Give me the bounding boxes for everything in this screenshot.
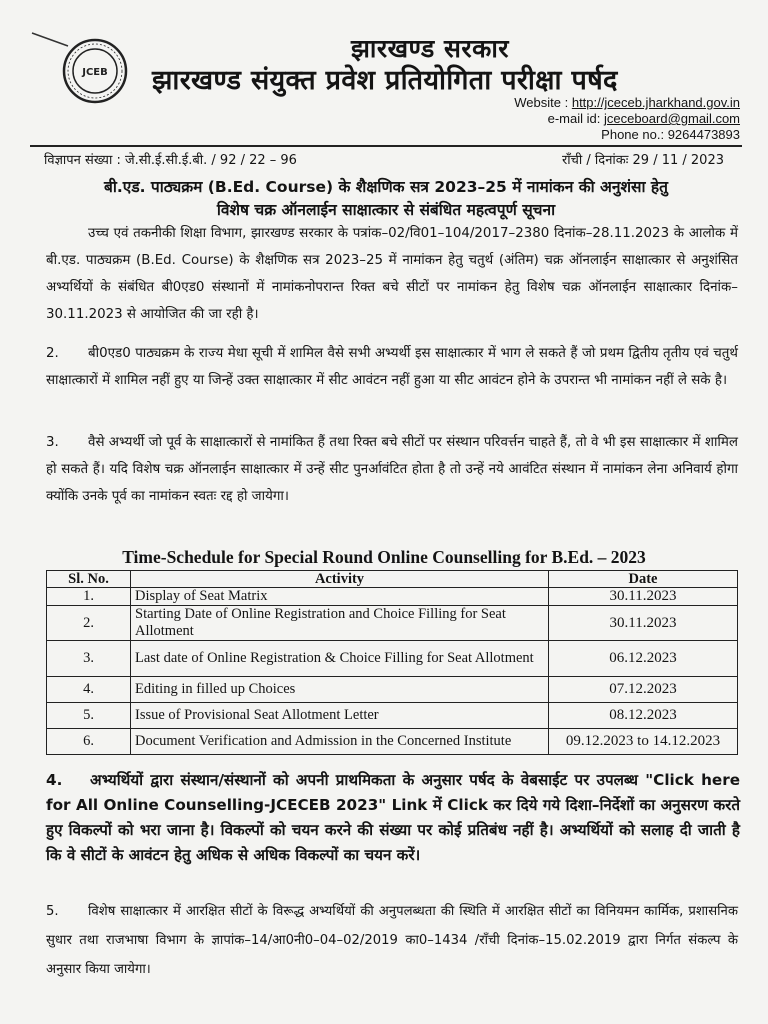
website-label: Website : [514, 95, 569, 110]
notice-date: राँची / दिनांकः 29 / 11 / 2023 [561, 153, 724, 168]
letterhead [150, 34, 750, 98]
phone-number: 9264473893 [667, 127, 740, 142]
paragraph-text: अभ्यर्थियों द्वारा संस्थान/संस्थानों को अपनी प्राथमिकता के अनुसार पर्षद के वेबसाईट पर उपलब्ध "Click here for All Online Counselling-JCECEB 2023" Link में Click कर दिये गये दिशा–निर्देशों का अनुसरण करते हुए विकल्पों को भरा जाना है। विकल्पों को चयन करने की संख्या पर कोई प्रतिबंध नहीं है। अभ्यर्थियों को सलाह दी जाती है कि वे सीटों के आवंटन हेतु अधिक से अधिक विकल्पों का चयन करें। [46, 771, 740, 864]
paragraph-number: 5. [46, 904, 59, 919]
cell-sl-no: 1. [47, 588, 131, 606]
cell-date: 06.12.2023 [549, 641, 738, 677]
cell-activity: Document Verification and Admission in the Concerned Institute [131, 729, 549, 755]
paragraph-5 [46, 897, 738, 984]
reference-line [44, 150, 724, 168]
paragraph-4 [46, 768, 740, 868]
board-name: झारखण्ड संयुक्त प्रवेश प्रतियोगिता परीक्षा पर्षद [152, 65, 618, 96]
cell-date: 09.12.2023 to 14.12.2023 [549, 729, 738, 755]
phone-label: Phone no.: [601, 127, 665, 142]
paragraph-number: 3. [46, 435, 59, 450]
cell-date: 08.12.2023 [549, 703, 738, 729]
cell-date: 30.11.2023 [549, 588, 738, 606]
cell-activity: Issue of Provisional Seat Allotment Letter [131, 703, 549, 729]
email-link[interactable]: jceceboard@gmail.com [603, 111, 740, 126]
table-row [47, 606, 738, 641]
logo-text: JCEB [82, 67, 108, 78]
paragraph-text: बी0एड0 पाठ्यक्रम के राज्य मेधा सूची में शामिल वैसे सभी अभ्यर्थी इस साक्षात्कार में भाग ले सकते हैं जो प्रथम द्वितीय तृतीय एवं चतुर्थ साक्षात्कारों में शामिल नहीं हुए या जिन्हें उक्त साक्षात्कार में सीट आवंटन नहीं हुआ या सीट आवंटन होने के उपरान्त भी नामांकन नहीं ले सके है। [46, 346, 738, 388]
table-row [47, 641, 738, 677]
header-divider [30, 145, 742, 147]
cell-activity: Last date of Online Registration & Choice Filling for Seat Allotment [131, 641, 549, 677]
cell-activity: Display of Seat Matrix [131, 588, 549, 606]
paragraph-text: वैसे अभ्यर्थी जो पूर्व के साक्षात्कारों से नामांकित हैं तथा रिक्त बचे सीटों पर संस्थान परिवर्त्तन चाहते हैं, तो वे भी इस साक्षात्कार में शामिल हो सकते हैं। यदि विशेष चक्र ऑनलाईन साक्षात्कार में उन्हें सीट पुनर्आवंटित होता है तो उन्हें नये आवंटित संस्थान में नामांकन लेना अनिवार्य होगा क्योंकि उनके पूर्व का नामांकन स्वतः रद्द हो जायेगा। [46, 435, 738, 504]
header-date: Date [549, 571, 738, 588]
table-row [47, 703, 738, 729]
table-row [47, 729, 738, 755]
subject-line-1: बी.एड. पाठ्यक्रम (B.Ed. Course) के शैक्षणिक सत्र 2023–25 में नामांकन की अनुशंसा हेतु [104, 178, 668, 196]
table-header-row [47, 571, 738, 588]
cell-activity: Starting Date of Online Registration and Choice Filling for Seat Allotment [131, 606, 549, 641]
cell-sl-no: 3. [47, 641, 131, 677]
paragraph-number: 4. [46, 771, 63, 789]
cell-date: 30.11.2023 [549, 606, 738, 641]
advertisement-number: विज्ञापन संख्या : जे.सी.ई.सी.ई.बी. / 92 / 22 – 96 [44, 153, 297, 168]
table-row [47, 677, 738, 703]
header-sl-no: Sl. No. [47, 571, 131, 588]
govt-name: झारखण्ड सरकार [350, 34, 510, 63]
schedule-title: Time-Schedule for Special Round Online Counselling for B.Ed. – 2023 [122, 547, 646, 567]
cell-sl-no: 4. [47, 677, 131, 703]
cell-sl-no: 6. [47, 729, 131, 755]
cell-date: 07.12.2023 [549, 677, 738, 703]
paragraph-1: उच्च एवं तकनीकी शिक्षा विभाग, झारखण्ड सरकार के पत्रांक–02/वि01–104/2017–2380 दिनांक–28.11.2023 के आलोक में बी.एड. पाठ्यक्रम (B.Ed. Course) के शैक्षणिक सत्र 2023–25 में नामांकन हेतु चतुर्थ (अंतिम) चक्र ऑनलाईन साक्षात्कार से अनुशंसित अभ्यर्थियों के संबंधित बी0एड0 संस्थानों में नामांकनोपरान्त रिक्त बचे सीटों पर नामांकन हेतु विशेष चक्र ऑनलाईन साक्षात्कार दिनांक–30.11.2023 से आयोजित की जा रही है। [46, 226, 738, 322]
schedule-table [46, 570, 738, 755]
notice-subject [40, 176, 732, 222]
paragraph-number: 2. [46, 346, 59, 361]
website-link[interactable]: http://jceceb.jharkhand.gov.in [571, 95, 740, 110]
jceceb-logo [62, 38, 128, 104]
header-activity: Activity [131, 571, 549, 588]
contact-block [514, 95, 740, 143]
paragraph-3 [46, 429, 738, 510]
table-row [47, 588, 738, 606]
subject-line-2: विशेष चक्र ऑनलाईन साक्षात्कार से संबंधित महत्वपूर्ण सूचना [216, 201, 556, 219]
cell-activity: Editing in filled up Choices [131, 677, 549, 703]
cell-sl-no: 2. [47, 606, 131, 641]
cell-sl-no: 5. [47, 703, 131, 729]
email-label: e-mail id: [547, 111, 601, 126]
paragraph-2 [46, 340, 738, 394]
paragraph-text: विशेष साक्षात्कार में आरक्षित सीटों के विरूद्ध अभ्यर्थियों की अनुपलब्धता की स्थिति में आरक्षित सीटों का विनियमन कार्मिक, प्रशासनिक सुधार तथा राजभाषा विभाग के ज्ञापांक–14/आ0नी0–04–02/2019 का0–1434 /राँची दिनांक–15.02.2019 द्वारा निर्गत संकल्प के अनुसार किया जायेगा। [46, 904, 738, 977]
pen-mark-icon [30, 30, 70, 50]
